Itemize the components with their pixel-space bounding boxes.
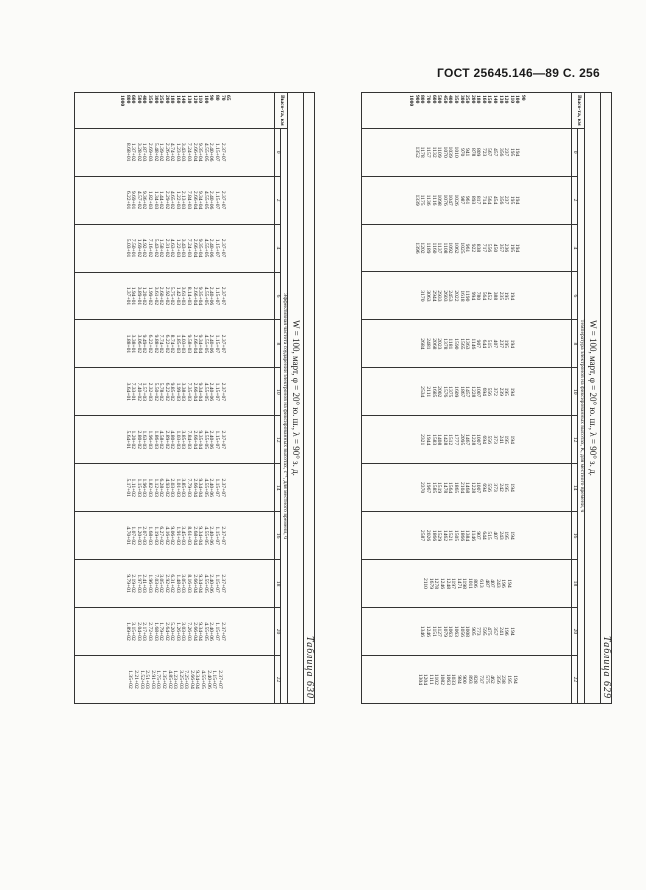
time-header-6: 6: [571, 272, 578, 320]
table-629-label: Таблица 629: [601, 93, 612, 704]
value-column-14: 194 195 242 373 556 694 1007 1228 1468 2104 1865 1564 1478 1519 1585 1967 2370: [361, 464, 571, 512]
time-header-12: 12: [274, 416, 281, 464]
table-630: [74, 92, 315, 704]
value-column-10: 2.37+07 1.15+07 2.40+06 4.55+05 9.34+04 2.66+04 7.35+03 3.38+03 1.99+03 9.85+02 6.22+02 5.78+02 5.50+02 2.32+03 1.57+03 7.40+02 7.33+01 3.64+01: [74, 368, 274, 416]
time-header-14: 14: [571, 464, 578, 512]
value-column-12: 194 195 241 373 556 694 1007 1228 1467 2095 1777 1512 1428 1408 1583 1944 2321: [361, 416, 571, 464]
table-630-block: [33, 92, 315, 704]
time-header-20: 20: [274, 608, 281, 656]
time-header-12: 12: [571, 416, 578, 464]
value-column-18: 194 196 243 407 487 613 806 1011 1198 1471 1197 1248 1246 1278 1679 2110: [361, 559, 571, 607]
table-629-block: [320, 92, 612, 704]
time-header-0: 0: [571, 128, 578, 176]
time-header-2: 2: [571, 176, 578, 224]
value-column-0: 2.37+07 1.15+07 2.40+06 4.55+05 9.35+04 2.66+04 7.24+03 3.43+03 1.23+03 4.74+02 2.26+02 1.39+02 5.48+02 2.69+03 1.87+03 3.28+02 1.37+02 8.68+01: [74, 128, 274, 176]
value-column-10: 194 195 239 372 556 694 1007 1228 1457 1867 1609 1375 1576 2002 1685 2111 2534: [361, 368, 571, 416]
time-header-0: 0: [274, 128, 281, 176]
value-column-2: 194 195 237 356 454 564 714 817 893 961 987 1026 1047 1076 1098 1116 1136 1175 1339: [361, 176, 571, 224]
value-column-22: 2.37+07 1.15+07 2.40+06 4.55+05 9.34+04 2.66+04 7.25+03 3.25+03 1.23+03 4.85+02 1.35+02 1.75+03 2.91+03 2.51+03 1.52+03 2.21+02 1.35+02: [74, 656, 274, 704]
time-header-8: 8: [571, 320, 578, 368]
table-629: [361, 92, 612, 704]
value-column-20: 194 196 241 357 475 595 773 905 1008 1056 1063 1063 1079 1127 1151 1246 1346: [361, 607, 571, 655]
time-header-18: 18: [274, 560, 281, 608]
value-column-16: 2.37+07 1.15+07 2.40+06 4.55+05 9.34+04 2.68+04 8.61+03 3.45+03 1.91+03 9.06+02 4.16+02 6.27+02 1.19+03 1.68+03 2.07+03 1.20+03 1.07+02 4.70+01: [74, 512, 274, 560]
value-column-4: 194 195 236 357 450 556 717 838 922 961 1025 1062 1092 1108 1137 1160 1189 1202 1396: [361, 224, 571, 272]
value-column-12: 2.37+07 1.15+07 2.40+06 4.55+05 9.35+04 2.66+04 7.84+03 3.85+03 1.03+03 4.80+02 2.89+02 4.58+02 1.86+03 1.96+03 1.63+03 2.80+02 1.20+02 5.64+01: [74, 416, 274, 464]
table-630-condition: W = 100, март, φ = 20° ю. ш., λ = 90° з. д.: [288, 93, 304, 704]
value-column-8: 194 195 237 407 515 644 907 1146 1363 1565 1590 1181 1378 2023 2068 2481 2684: [361, 320, 571, 368]
value-column-6: 194 195 235 388 452 564 780 994 1190 1618 2022 2453 2603 2933 2944 3063 3170: [361, 272, 571, 320]
value-column-8: 2.37+07 1.15+07 2.40+06 4.55+05 9.34+04 2.66+04 9.58+03 4.03+03 1.85+03 8.74+02 6.22+02 7.74+02 9.88+02 6.22+02 9.49+02 3.06+02 3.38+01 1.88+01: [74, 320, 274, 368]
data-row: [74, 93, 274, 704]
height-column-header: Высо-та, км: [274, 93, 287, 129]
time-header-8: 8: [274, 320, 281, 368]
time-header-row: [274, 93, 281, 704]
time-header-10: 10: [274, 368, 281, 416]
time-header-22: 22: [274, 656, 281, 704]
quantity-header: Температура электронов на фиксированных высотах, К, для местного времени, ч: [578, 128, 585, 703]
table-630-label: Таблица 630: [304, 93, 315, 704]
value-column-2: 2.37+07 1.15+07 2.40+06 4.55+05 9.34+04 2.66+04 7.84+03 2.13+03 1.22+03 4.65+02 2.29+02 1.44+02 1.34+03 1.82+03 9.36+02 4.57+02 9.69+01 6.22+01: [74, 176, 274, 224]
time-header-22: 22: [571, 655, 578, 703]
height-column-header: Высо-та, км: [571, 93, 584, 129]
quantity-header: Эффективная частота соударений электронов на фиксированных высотах, с⁻¹, для местного времени, ч: [281, 128, 288, 703]
heights-cell: 65 70 80 90 100 110 120 130 140 160 180 200 250 300 350 400 500 600 800 1000: [74, 93, 274, 129]
value-column-4: 2.37+07 1.15+07 2.40+06 4.55+05 9.35+04 2.66+04 7.24+03 3.43+03 1.22+03 4.63+02 2.31+02 1.58+02 5.43+02 7.16+02 4.92+02 1.69+02 7.50+01 5.03+01: [74, 224, 274, 272]
heights-cell: 90 100 110 120 130 140 150 160 180 200 250 300 350 400 450 500 600 700 800 900 1000: [361, 93, 571, 129]
time-header-6: 6: [274, 272, 281, 320]
value-column-6: 2.37+07 1.15+07 2.40+06 4.55+05 9.35+04 2.66+04 8.14+03 3.61+03 1.42+03 5.75+02 2.92+02 2.60+02 3.61+02 1.99+02 1.20+02 3.89+01 1.94+01 1.37+01: [74, 272, 274, 320]
value-column-22: 194 195 238 356 462 575 737 828 893 900 984 1033 1063 1082 1102 1111 1204 1304: [361, 655, 571, 703]
value-column-16: 194 195 243 407 515 644 907 1146 1384 1866 1505 1521 1462 1529 1866 2026 2587: [361, 512, 571, 560]
value-column-18: 2.37+07 1.15+07 2.40+06 4.55+05 9.34+04 2.66+04 8.16+03 3.05+03 1.48+03 6.31+02 2.92+02 3.05+02 7.03+02 1.96+03 2.41+03 1.97+03 2.19+02 9.79+01: [74, 560, 274, 608]
time-header-4: 4: [274, 224, 281, 272]
time-header-20: 20: [571, 607, 578, 655]
time-header-16: 16: [274, 512, 281, 560]
data-row: [361, 93, 571, 704]
table-629-condition: W = 100, март, φ = 20° ю. ш., λ = 90° з. д.: [585, 93, 601, 704]
value-column-20: 2.37+07 1.15+07 2.40+06 4.55+05 9.34+04 2.66+04 7.26+03 3.03+03 1.26+03 5.20+02 2.64+02 1.79+02 1.68+03 2.72+03 2.17+03 2.04+03 3.15+02 1.89+02: [74, 608, 274, 656]
page-header: ГОСТ 25645.146—89 С. 256: [437, 66, 600, 80]
time-header-14: 14: [274, 464, 281, 512]
value-column-14: 2.37+07 1.15+07 2.40+06 4.55+05 9.34+04 2.66+04 7.79+03 3.85+03 1.01+03 2.03+03 4.93+02 6.28+02 1.12+03 1.82+03 1.96+03 1.15+03 1.11+02 5.17+01: [74, 464, 274, 512]
time-header-16: 16: [571, 512, 578, 560]
time-header-10: 10: [571, 368, 578, 416]
time-header-2: 2: [274, 176, 281, 224]
time-header-18: 18: [571, 559, 578, 607]
value-column-0: 194 195 237 356 457 567 723 809 878 941 970 1010 1039 1070 1109 1132 1157 1178 1352: [361, 128, 571, 176]
time-header-row: [571, 93, 578, 704]
time-header-4: 4: [571, 224, 578, 272]
